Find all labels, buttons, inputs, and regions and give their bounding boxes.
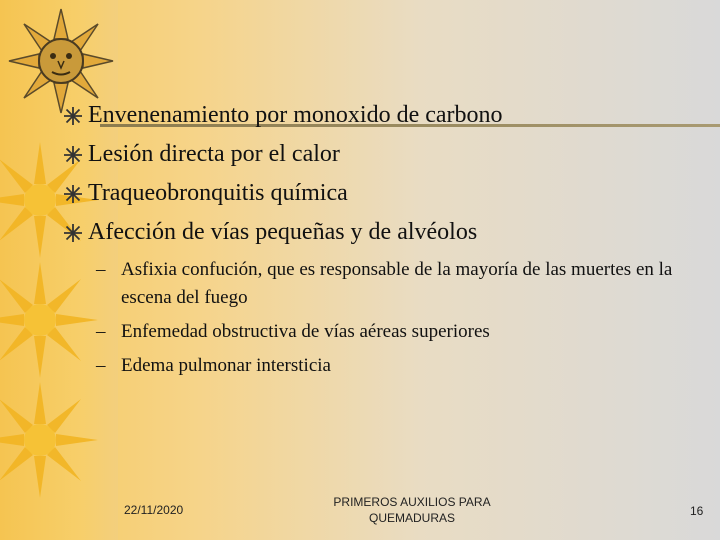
star-burst-icon	[62, 222, 84, 244]
dash-marker: –	[96, 321, 106, 342]
bullet-item	[62, 135, 702, 174]
sub-bullet-text: Enfemedad obstructiva de vías aéreas superiores	[121, 321, 490, 342]
sub-bullet-item	[96, 352, 696, 380]
sub-bullet-list	[96, 256, 696, 386]
footer-title: PRIMEROS AUXILIOS PARA QUEMADURAS	[333, 495, 491, 525]
bullet-item	[62, 96, 702, 135]
bullet-text: Afección de vías pequeñas y de alvéolos	[88, 219, 478, 245]
bullet-text: Traqueobronquitis química	[88, 180, 348, 206]
dash-marker: –	[96, 259, 106, 280]
bullet-item	[62, 174, 702, 213]
bullet-text: Envenenamiento por monoxido de carbono	[88, 102, 503, 128]
sub-bullet-item	[96, 256, 696, 312]
star-burst-icon	[62, 105, 84, 127]
sub-bullet-text: Edema pulmonar intersticia	[121, 355, 331, 376]
sub-bullet-item	[96, 318, 696, 346]
sub-bullet-text: Asfixia confución, que es responsable de la mayoría de las muertes en la escena del fuego	[121, 259, 673, 308]
page-number: 16	[690, 504, 704, 518]
bullet-item	[62, 213, 702, 252]
dash-marker: –	[96, 355, 106, 376]
main-bullet-list	[62, 96, 702, 252]
star-burst-icon	[62, 144, 84, 166]
star-burst-icon	[62, 183, 84, 205]
bullet-text: Lesión directa por el calor	[88, 141, 340, 167]
footer-date: 22/11/2020	[124, 503, 184, 517]
